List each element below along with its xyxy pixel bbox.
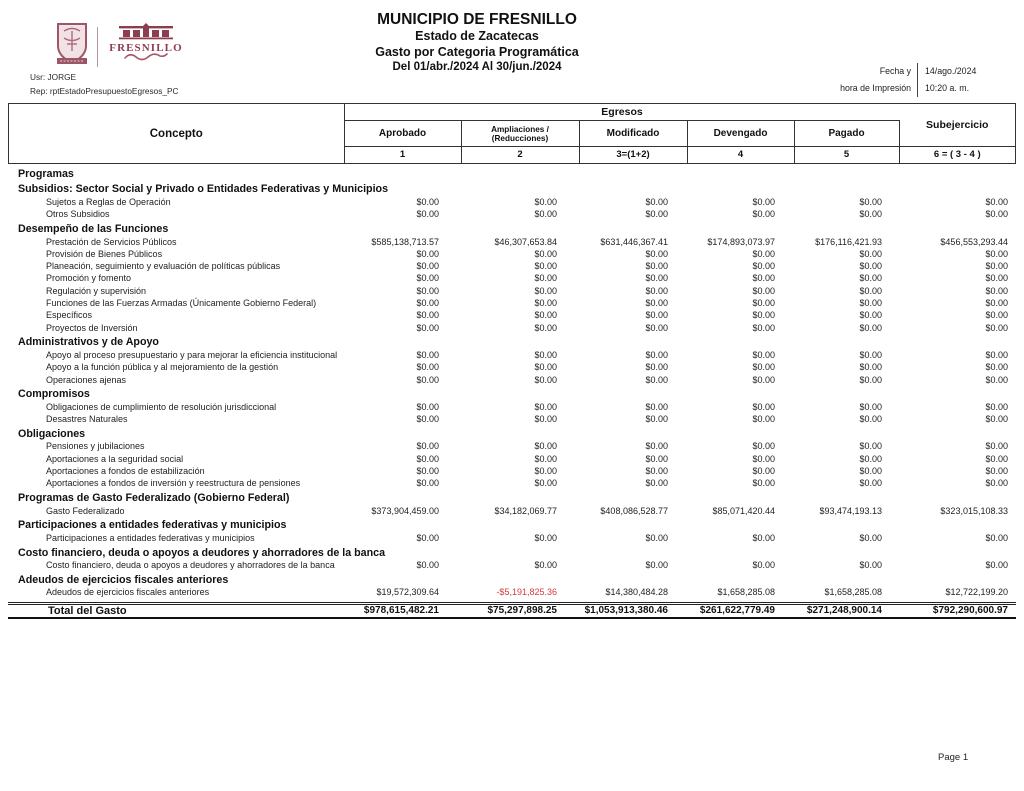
row-value: $0.00 xyxy=(645,349,668,360)
row-value: $0.00 xyxy=(752,532,775,543)
page-number: Page 1 xyxy=(938,752,969,763)
row-value: $0.00 xyxy=(416,374,439,385)
row-label: Programas xyxy=(18,168,74,181)
row-value: $0.00 xyxy=(534,310,557,321)
column-number-row xyxy=(345,147,900,163)
row-label: Sujetos a Reglas de Operación xyxy=(46,196,171,207)
row-value: $93,474,193.13 xyxy=(819,505,882,516)
row-value: $0.00 xyxy=(859,374,882,385)
section-row xyxy=(8,547,1016,560)
row-value: $0.00 xyxy=(752,560,775,571)
row-value: $0.00 xyxy=(985,532,1008,543)
total-modificado: $1,053,913,380.46 xyxy=(584,605,668,617)
row-label: Pensiones y jubilaciones xyxy=(46,441,145,452)
row-value: $0.00 xyxy=(752,441,775,452)
row-value: $174,893,073.97 xyxy=(707,236,775,247)
row-value: $0.00 xyxy=(534,362,557,373)
row-label: Participaciones a entidades federativas y municipios xyxy=(46,532,255,543)
row-value: -$5,191,825.36 xyxy=(496,587,557,598)
row-label: Adeudos de ejercicios fiscales anteriores xyxy=(18,573,229,586)
row-value: $0.00 xyxy=(534,374,557,385)
table-row xyxy=(8,505,1016,517)
row-value: $0.00 xyxy=(859,196,882,207)
row-label: Participaciones a entidades federativas y municipios xyxy=(18,519,287,532)
table-row xyxy=(8,309,1016,321)
row-value: $0.00 xyxy=(752,298,775,309)
row-value: $0.00 xyxy=(752,362,775,373)
row-label: Desempeño de las Funciones xyxy=(18,222,169,235)
row-value: $0.00 xyxy=(752,374,775,385)
row-value: $0.00 xyxy=(752,261,775,272)
row-value: $0.00 xyxy=(416,465,439,476)
row-value: $0.00 xyxy=(645,322,668,333)
row-value: $0.00 xyxy=(534,273,557,284)
row-value: $0.00 xyxy=(752,322,775,333)
row-value: $0.00 xyxy=(534,532,557,543)
print-info-labels xyxy=(840,63,917,97)
report-meta xyxy=(30,70,179,98)
row-value: $0.00 xyxy=(985,273,1008,284)
row-value: $0.00 xyxy=(645,532,668,543)
total-aprobado: $978,615,482.21 xyxy=(363,605,439,617)
section-row xyxy=(8,336,1016,349)
row-value: $0.00 xyxy=(645,310,668,321)
row-value: $0.00 xyxy=(985,322,1008,333)
row-value: $0.00 xyxy=(534,298,557,309)
row-value: $0.00 xyxy=(645,374,668,385)
table-header xyxy=(8,103,1016,164)
row-value: $0.00 xyxy=(534,401,557,412)
row-value: $0.00 xyxy=(645,196,668,207)
row-label: Compromisos xyxy=(18,388,90,401)
column-number-1: 1 xyxy=(345,147,462,163)
row-value: $0.00 xyxy=(859,441,882,452)
row-value: $0.00 xyxy=(985,414,1008,425)
crest-icon xyxy=(54,22,90,71)
row-value: $0.00 xyxy=(416,362,439,373)
row-value: $0.00 xyxy=(859,209,882,220)
row-value: $14,380,484.28 xyxy=(605,587,668,598)
row-label: Aportaciones a la seguridad social xyxy=(46,453,184,464)
report-period: Del 01/abr./2024 Al 30/jun./2024 xyxy=(392,61,562,73)
row-value: $0.00 xyxy=(645,362,668,373)
row-value: $0.00 xyxy=(752,285,775,296)
row-label: Operaciones ajenas xyxy=(46,374,127,385)
row-value: $0.00 xyxy=(859,285,882,296)
row-value: $0.00 xyxy=(752,209,775,220)
table-row xyxy=(8,285,1016,297)
municipality-logo xyxy=(54,22,187,71)
row-value: $0.00 xyxy=(859,465,882,476)
report-name: Gasto por Categoria Programática xyxy=(375,45,579,59)
section-row xyxy=(8,168,1016,181)
column-number-3: 3=(1+2) xyxy=(580,147,688,163)
row-value: $0.00 xyxy=(645,248,668,259)
row-value: $456,553,293.44 xyxy=(940,236,1008,247)
row-value: $0.00 xyxy=(534,349,557,360)
table-row xyxy=(8,236,1016,248)
table-row xyxy=(8,208,1016,220)
total-label: Total del Gasto xyxy=(48,604,127,617)
row-value: $0.00 xyxy=(752,273,775,284)
table-row xyxy=(8,349,1016,361)
row-value: $0.00 xyxy=(752,465,775,476)
total-row xyxy=(8,602,1016,619)
row-value: $0.00 xyxy=(859,362,882,373)
row-label: Programas de Gasto Federalizado (Gobierno Federal) xyxy=(18,491,290,504)
row-value: $0.00 xyxy=(752,310,775,321)
row-label: Apoyo al proceso presupuestario y para mejorar la eficiencia institucional xyxy=(46,349,338,360)
row-value: $0.00 xyxy=(859,261,882,272)
row-label: Proyectos de Inversión xyxy=(46,322,138,333)
row-value: $0.00 xyxy=(645,261,668,272)
title-block xyxy=(262,10,692,75)
subejercicio-column xyxy=(900,104,1015,163)
state-subtitle: Estado de Zacatecas xyxy=(415,29,539,43)
table-row xyxy=(8,260,1016,272)
section-row xyxy=(8,183,1016,196)
row-value: $0.00 xyxy=(985,209,1008,220)
row-value: $0.00 xyxy=(534,196,557,207)
column-number-6: 6 = ( 3 - 4 ) xyxy=(933,149,981,161)
row-value: $0.00 xyxy=(645,273,668,284)
total-pagado: $271,248,900.14 xyxy=(806,605,882,617)
row-value: $0.00 xyxy=(645,401,668,412)
row-value: $0.00 xyxy=(416,560,439,571)
row-value: $0.00 xyxy=(645,298,668,309)
row-value: $0.00 xyxy=(859,310,882,321)
print-info-values xyxy=(918,63,996,97)
print-date-label: Fecha y xyxy=(879,66,911,76)
row-value: $0.00 xyxy=(985,196,1008,207)
print-time-value: 10:20 a. m. xyxy=(925,83,970,93)
row-value: $0.00 xyxy=(985,560,1008,571)
table-row xyxy=(8,248,1016,260)
section-row xyxy=(8,428,1016,441)
column-header-aprobado: Aprobado xyxy=(345,121,462,145)
row-label: Obligaciones de cumplimiento de resolución jurisdiccional xyxy=(46,401,277,412)
total-devengado: $261,622,779.49 xyxy=(699,605,775,617)
row-label: Costo financiero, deuda o apoyos a deudores y ahorradores de la banca xyxy=(46,560,335,571)
row-value: $0.00 xyxy=(859,298,882,309)
row-value: $0.00 xyxy=(985,453,1008,464)
row-value: $0.00 xyxy=(416,209,439,220)
egresos-column-headers xyxy=(345,121,900,146)
row-value: $0.00 xyxy=(985,248,1008,259)
egresos-group-header: Egresos xyxy=(345,104,900,121)
row-value: $0.00 xyxy=(534,478,557,489)
table-body xyxy=(8,166,1016,619)
row-value: $0.00 xyxy=(416,298,439,309)
row-value: $0.00 xyxy=(985,374,1008,385)
row-value: $0.00 xyxy=(534,453,557,464)
row-value: $46,307,653.84 xyxy=(494,236,557,247)
row-value: $0.00 xyxy=(752,453,775,464)
row-value: $408,086,528.77 xyxy=(600,505,668,516)
print-date-value: 14/ago./2024 xyxy=(925,66,977,76)
row-label: Específicos xyxy=(46,310,93,321)
row-value: $0.00 xyxy=(416,261,439,272)
row-value: $176,116,421.93 xyxy=(815,236,882,247)
row-value: $12,722,199.20 xyxy=(945,587,1008,598)
table-row xyxy=(8,453,1016,465)
column-number-4: 4 xyxy=(688,147,795,163)
column-number-5: 5 xyxy=(795,147,900,163)
row-value: $0.00 xyxy=(859,349,882,360)
table-row xyxy=(8,401,1016,413)
table-row xyxy=(8,374,1016,386)
logo-slogan-script xyxy=(125,54,167,60)
row-value: $0.00 xyxy=(534,322,557,333)
row-value: $323,015,108.33 xyxy=(940,505,1008,516)
row-label: Obligaciones xyxy=(18,427,86,440)
row-value: $0.00 xyxy=(752,478,775,489)
row-label: Otros Subsidios xyxy=(46,209,110,220)
row-label: Regulación y supervisión xyxy=(46,285,147,296)
row-value: $0.00 xyxy=(985,401,1008,412)
svg-text:FRESNILLO: FRESNILLO xyxy=(109,42,183,54)
column-header-subejercicio: Subejercicio xyxy=(900,104,1015,147)
table-row xyxy=(8,532,1016,544)
row-value: $0.00 xyxy=(645,560,668,571)
row-value: $0.00 xyxy=(534,441,557,452)
row-value: $0.00 xyxy=(416,441,439,452)
row-label: Aportaciones a fondos de estabilización xyxy=(46,465,205,476)
egresos-group xyxy=(345,104,900,163)
table-row xyxy=(8,413,1016,425)
row-value: $0.00 xyxy=(985,349,1008,360)
row-label: Planeación, seguimiento y evaluación de políticas públicas xyxy=(46,261,281,272)
row-value: $0.00 xyxy=(859,273,882,284)
row-value: $0.00 xyxy=(985,310,1008,321)
row-value: $0.00 xyxy=(985,362,1008,373)
row-value: $0.00 xyxy=(752,414,775,425)
total-ampliaciones: $75,297,898.25 xyxy=(487,605,557,617)
row-value: $0.00 xyxy=(534,209,557,220)
row-value: $0.00 xyxy=(645,209,668,220)
concept-column-header: Concepto xyxy=(9,104,345,163)
print-time-label: hora de Impresión xyxy=(840,83,911,93)
row-label: Subsidios: Sector Social y Privado o Entidades Federativas y Municipios xyxy=(18,183,389,196)
row-value: $0.00 xyxy=(416,273,439,284)
row-value: $0.00 xyxy=(985,478,1008,489)
section-row xyxy=(8,223,1016,236)
row-value: $0.00 xyxy=(416,285,439,296)
table-row xyxy=(8,559,1016,571)
row-value: $0.00 xyxy=(985,285,1008,296)
table-row xyxy=(8,196,1016,208)
row-label: Apoyo a la función pública y al mejoramiento de la gestión xyxy=(46,362,279,373)
row-value: $0.00 xyxy=(534,285,557,296)
table-row xyxy=(8,322,1016,334)
user-line: Usr: JORGE xyxy=(30,72,77,82)
row-value: $0.00 xyxy=(985,298,1008,309)
section-row xyxy=(8,519,1016,532)
row-value: $0.00 xyxy=(645,478,668,489)
row-value: $0.00 xyxy=(416,401,439,412)
row-value: $1,658,285.08 xyxy=(717,587,775,598)
row-value: $0.00 xyxy=(859,532,882,543)
row-label: Aportaciones a fondos de inversión y reestructura de pensiones xyxy=(46,478,301,489)
row-value: $0.00 xyxy=(985,261,1008,272)
row-value: $34,182,069.77 xyxy=(494,505,557,516)
row-label: Gasto Federalizado xyxy=(46,505,125,516)
row-value: $0.00 xyxy=(416,322,439,333)
table-row xyxy=(8,272,1016,284)
row-value: $0.00 xyxy=(416,196,439,207)
row-value: $0.00 xyxy=(645,465,668,476)
row-value: $0.00 xyxy=(534,261,557,272)
row-value: $0.00 xyxy=(416,532,439,543)
row-value: $0.00 xyxy=(985,441,1008,452)
row-value: $0.00 xyxy=(859,322,882,333)
section-row xyxy=(8,492,1016,505)
column-header-modificado: Modificado xyxy=(580,121,688,145)
row-label: Administrativos y de Apoyo xyxy=(18,336,159,349)
row-label: Prestación de Servicios Públicos xyxy=(46,236,177,247)
row-value: $0.00 xyxy=(645,285,668,296)
row-value: $0.00 xyxy=(534,248,557,259)
table-row xyxy=(8,465,1016,477)
row-value: $0.00 xyxy=(534,414,557,425)
table-row xyxy=(8,297,1016,309)
row-value: $0.00 xyxy=(534,465,557,476)
print-info xyxy=(840,63,996,97)
row-value: $0.00 xyxy=(859,248,882,259)
column-header-pagado: Pagado xyxy=(795,121,900,145)
column-number-2: 2 xyxy=(462,147,580,163)
row-value: $0.00 xyxy=(416,310,439,321)
row-value: $585,138,713.57 xyxy=(371,236,439,247)
row-value: $0.00 xyxy=(859,414,882,425)
section-row xyxy=(8,574,1016,587)
row-value: $19,572,309.64 xyxy=(376,587,439,598)
row-label: Costo financiero, deuda o apoyos a deudores y ahorradores de la banca xyxy=(18,546,386,559)
page-title: MUNICIPIO DE FRESNILLO xyxy=(377,11,577,28)
row-value: $0.00 xyxy=(752,196,775,207)
row-value: $0.00 xyxy=(859,478,882,489)
fresnillo-logotype xyxy=(105,22,187,71)
row-value: $0.00 xyxy=(416,349,439,360)
row-label: Provisión de Bienes Públicos xyxy=(46,248,163,259)
row-value: $0.00 xyxy=(859,401,882,412)
table-row xyxy=(8,440,1016,452)
column-header-devengado: Devengado xyxy=(688,121,795,145)
row-label: Adeudos de ejercicios fiscales anteriores xyxy=(46,587,210,598)
table-row xyxy=(8,361,1016,373)
total-subejercicio: $792,290,600.97 xyxy=(932,605,1008,617)
logo-divider xyxy=(97,27,98,67)
row-value: $0.00 xyxy=(416,248,439,259)
column-header-ampliaciones: Ampliaciones / (Reducciones) xyxy=(462,121,580,145)
row-value: $0.00 xyxy=(859,453,882,464)
row-value: $0.00 xyxy=(645,441,668,452)
row-value: $0.00 xyxy=(752,349,775,360)
row-value: $0.00 xyxy=(859,560,882,571)
row-label: Desastres Naturales xyxy=(46,414,128,425)
row-label: Funciones de las Fuerzas Armadas (Únicamente Gobierno Federal) xyxy=(46,298,317,309)
row-value: $0.00 xyxy=(416,414,439,425)
row-value: $0.00 xyxy=(985,465,1008,476)
row-value: $631,446,367.41 xyxy=(600,236,668,247)
row-value: $1,658,285.08 xyxy=(824,587,882,598)
row-value: $0.00 xyxy=(645,453,668,464)
row-value: $0.00 xyxy=(752,248,775,259)
row-value: $373,904,459.00 xyxy=(371,505,439,516)
report-id-line: Rep: rptEstadoPresupuestoEgresos_PC xyxy=(30,86,179,96)
row-value: $0.00 xyxy=(416,453,439,464)
row-label: Promoción y fomento xyxy=(46,273,132,284)
table-row xyxy=(8,586,1016,598)
row-value: $0.00 xyxy=(645,414,668,425)
table-row xyxy=(8,477,1016,489)
row-value: $0.00 xyxy=(416,478,439,489)
row-value: $0.00 xyxy=(752,401,775,412)
section-row xyxy=(8,388,1016,401)
row-value: $0.00 xyxy=(534,560,557,571)
row-value: $85,071,420.44 xyxy=(712,505,775,516)
